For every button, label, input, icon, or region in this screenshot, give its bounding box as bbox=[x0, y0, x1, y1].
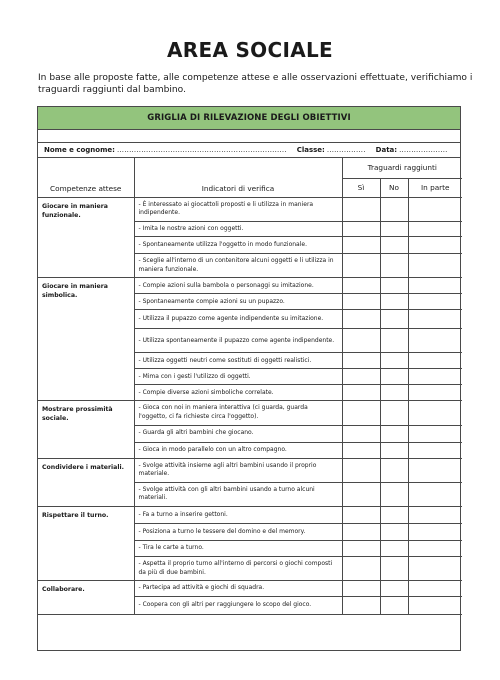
checkbox-si[interactable] bbox=[342, 557, 380, 581]
checkbox-in-parte[interactable] bbox=[408, 353, 462, 369]
checkbox-in-parte[interactable] bbox=[408, 329, 462, 353]
indicator-cell: - Spontaneamente compie azioni su un pupazzo. bbox=[134, 294, 342, 310]
indicator-cell: - Aspetta il proprio turno all'interno di percorsi o giochi composti da più di due bambini. bbox=[134, 557, 342, 581]
table-row bbox=[38, 401, 462, 425]
student-info-row bbox=[38, 143, 460, 158]
checkbox-in-parte[interactable] bbox=[408, 369, 462, 385]
header-traguardi: Traguardi raggiunti bbox=[342, 158, 462, 178]
checkbox-in-parte[interactable] bbox=[408, 442, 462, 458]
indicator-cell: - Utilizza spontaneamente il pupazzo come agente indipendente. bbox=[134, 329, 342, 353]
checkbox-si[interactable] bbox=[342, 369, 380, 385]
header-si: Sì bbox=[342, 178, 380, 197]
indicator-cell: - È interessato ai giocattoli proposti e li utilizza in maniera indipendente. bbox=[134, 197, 342, 221]
indicator-cell: - Partecipa ad attività e giochi di squadra. bbox=[134, 581, 342, 597]
indicator-cell: - Utilizza il pupazzo come agente indipendente su imitazione. bbox=[134, 310, 342, 329]
checkbox-si[interactable] bbox=[342, 442, 380, 458]
checkbox-si[interactable] bbox=[342, 278, 380, 294]
checkbox-si[interactable] bbox=[342, 310, 380, 329]
checkbox-si[interactable] bbox=[342, 237, 380, 254]
checkbox-no[interactable] bbox=[380, 353, 408, 369]
checkbox-in-parte[interactable] bbox=[408, 581, 462, 597]
checkbox-no[interactable] bbox=[380, 278, 408, 294]
checkbox-si[interactable] bbox=[342, 197, 380, 221]
checkbox-no[interactable] bbox=[380, 541, 408, 557]
objectives-body bbox=[38, 197, 462, 615]
date-field[interactable]: .................... bbox=[399, 146, 448, 154]
table-row bbox=[38, 197, 462, 221]
competence-cell: Rispettare il turno. bbox=[38, 507, 134, 581]
checkbox-in-parte[interactable] bbox=[408, 524, 462, 541]
checkbox-in-parte[interactable] bbox=[408, 237, 462, 254]
checkbox-si[interactable] bbox=[342, 482, 380, 506]
checkbox-no[interactable] bbox=[380, 221, 408, 237]
indicator-cell: - Compie azioni sulla bambola o personaggi su imitazione. bbox=[134, 278, 342, 294]
checkbox-no[interactable] bbox=[380, 369, 408, 385]
checkbox-no[interactable] bbox=[380, 507, 408, 524]
observation-grid bbox=[37, 106, 461, 651]
indicator-cell: - Coopera con gli altri per raggiungere lo scopo del gioco. bbox=[134, 597, 342, 615]
objectives-table bbox=[38, 158, 462, 615]
checkbox-si[interactable] bbox=[342, 353, 380, 369]
page-title: AREA SOCIALE bbox=[167, 38, 333, 62]
checkbox-no[interactable] bbox=[380, 294, 408, 310]
checkbox-in-parte[interactable] bbox=[408, 557, 462, 581]
checkbox-no[interactable] bbox=[380, 482, 408, 506]
competence-cell: Condividere i materiali. bbox=[38, 458, 134, 506]
indicator-cell: - Fa a turno a inserire gettoni. bbox=[134, 507, 342, 524]
indicator-cell: - Spontaneamente utilizza l'oggetto in modo funzionale. bbox=[134, 237, 342, 254]
checkbox-no[interactable] bbox=[380, 524, 408, 541]
checkbox-in-parte[interactable] bbox=[408, 197, 462, 221]
checkbox-in-parte[interactable] bbox=[408, 278, 462, 294]
grid-title-bar bbox=[38, 107, 460, 130]
intro-text: In base alle proposte fatte, alle competenze attese e alle osservazioni effettuate, verifichiamo i traguardi raggiunti dal bambino. bbox=[38, 73, 473, 95]
grid-spacer bbox=[38, 130, 460, 143]
table-row bbox=[38, 507, 462, 524]
checkbox-in-parte[interactable] bbox=[408, 507, 462, 524]
indicator-cell: - Sceglie all'interno di un contenitore alcuni oggetti e li utilizza in maniera funzionale. bbox=[134, 254, 342, 278]
checkbox-no[interactable] bbox=[380, 581, 408, 597]
checkbox-no[interactable] bbox=[380, 597, 408, 615]
checkbox-in-parte[interactable] bbox=[408, 221, 462, 237]
checkbox-in-parte[interactable] bbox=[408, 385, 462, 401]
checkbox-no[interactable] bbox=[380, 458, 408, 482]
class-label: Classe: bbox=[296, 146, 325, 154]
grid-title: GRIGLIA DI RILEVAZIONE DEGLI OBIETTIVI bbox=[147, 113, 351, 123]
checkbox-in-parte[interactable] bbox=[408, 482, 462, 506]
checkbox-si[interactable] bbox=[342, 221, 380, 237]
checkbox-si[interactable] bbox=[342, 329, 380, 353]
checkbox-no[interactable] bbox=[380, 237, 408, 254]
header-competenze: Competenze attese bbox=[38, 158, 134, 197]
checkbox-no[interactable] bbox=[380, 401, 408, 425]
checkbox-no[interactable] bbox=[380, 310, 408, 329]
class-field[interactable]: ................ bbox=[326, 146, 366, 154]
checkbox-si[interactable] bbox=[342, 597, 380, 615]
indicator-cell: - Svolge attività insieme agli altri bambini usando il proprio materiale. bbox=[134, 458, 342, 482]
indicator-cell: - Mima con i gesti l'utilizzo di oggetti. bbox=[134, 369, 342, 385]
header-indicatori: Indicatori di verifica bbox=[134, 158, 342, 197]
name-label: Nome e cognome: bbox=[44, 146, 115, 154]
indicator-cell: - Tira le carte a turno. bbox=[134, 541, 342, 557]
checkbox-in-parte[interactable] bbox=[408, 310, 462, 329]
name-field[interactable]: ...................................................................... bbox=[116, 146, 287, 154]
table-row bbox=[38, 581, 462, 597]
competence-cell: Giocare in maniera simbolica. bbox=[38, 278, 134, 401]
checkbox-si[interactable] bbox=[342, 581, 380, 597]
checkbox-in-parte[interactable] bbox=[408, 425, 462, 442]
table-row bbox=[38, 458, 462, 482]
checkbox-si[interactable] bbox=[342, 458, 380, 482]
date-label: Data: bbox=[375, 146, 398, 154]
checkbox-si[interactable] bbox=[342, 254, 380, 278]
checkbox-si[interactable] bbox=[342, 524, 380, 541]
header-no: No bbox=[380, 178, 408, 197]
table-row bbox=[38, 278, 462, 294]
checkbox-si[interactable] bbox=[342, 507, 380, 524]
checkbox-no[interactable] bbox=[380, 329, 408, 353]
checkbox-si[interactable] bbox=[342, 425, 380, 442]
competence-cell: Mostrare prossimità sociale. bbox=[38, 401, 134, 458]
checkbox-in-parte[interactable] bbox=[408, 254, 462, 278]
competence-cell: Collaborare. bbox=[38, 581, 134, 615]
header-in-parte: In parte bbox=[408, 178, 462, 197]
checkbox-no[interactable] bbox=[380, 425, 408, 442]
checkbox-in-parte[interactable] bbox=[408, 401, 462, 425]
checkbox-no[interactable] bbox=[380, 557, 408, 581]
checkbox-in-parte[interactable] bbox=[408, 458, 462, 482]
indicator-cell: - Gioca con noi in maniera interattiva (ci guarda, guarda l'oggetto, ci fa richieste circa l'oggetto). bbox=[134, 401, 342, 425]
indicator-cell: - Guarda gli altri bambini che giocano. bbox=[134, 425, 342, 442]
checkbox-no[interactable] bbox=[380, 385, 408, 401]
checkbox-no[interactable] bbox=[380, 197, 408, 221]
competence-cell: Giocare in maniera funzionale. bbox=[38, 197, 134, 278]
indicator-cell: - Utilizza oggetti neutri come sostituti di oggetti realistici. bbox=[134, 353, 342, 369]
indicator-cell: - Svolge attività con gli altri bambini usando a turno alcuni materiali. bbox=[134, 482, 342, 506]
checkbox-si[interactable] bbox=[342, 401, 380, 425]
checkbox-in-parte[interactable] bbox=[408, 597, 462, 615]
checkbox-si[interactable] bbox=[342, 294, 380, 310]
checkbox-in-parte[interactable] bbox=[408, 294, 462, 310]
indicator-cell: - Posiziona a turno le tessere del domino e del memory. bbox=[134, 524, 342, 541]
indicator-cell: - Imita le nostre azioni con oggetti. bbox=[134, 221, 342, 237]
checkbox-in-parte[interactable] bbox=[408, 541, 462, 557]
checkbox-no[interactable] bbox=[380, 254, 408, 278]
checkbox-si[interactable] bbox=[342, 385, 380, 401]
checkbox-no[interactable] bbox=[380, 442, 408, 458]
indicator-cell: - Compie diverse azioni simboliche correlate. bbox=[134, 385, 342, 401]
checkbox-si[interactable] bbox=[342, 541, 380, 557]
indicator-cell: - Gioca in modo parallelo con un altro compagno. bbox=[134, 442, 342, 458]
